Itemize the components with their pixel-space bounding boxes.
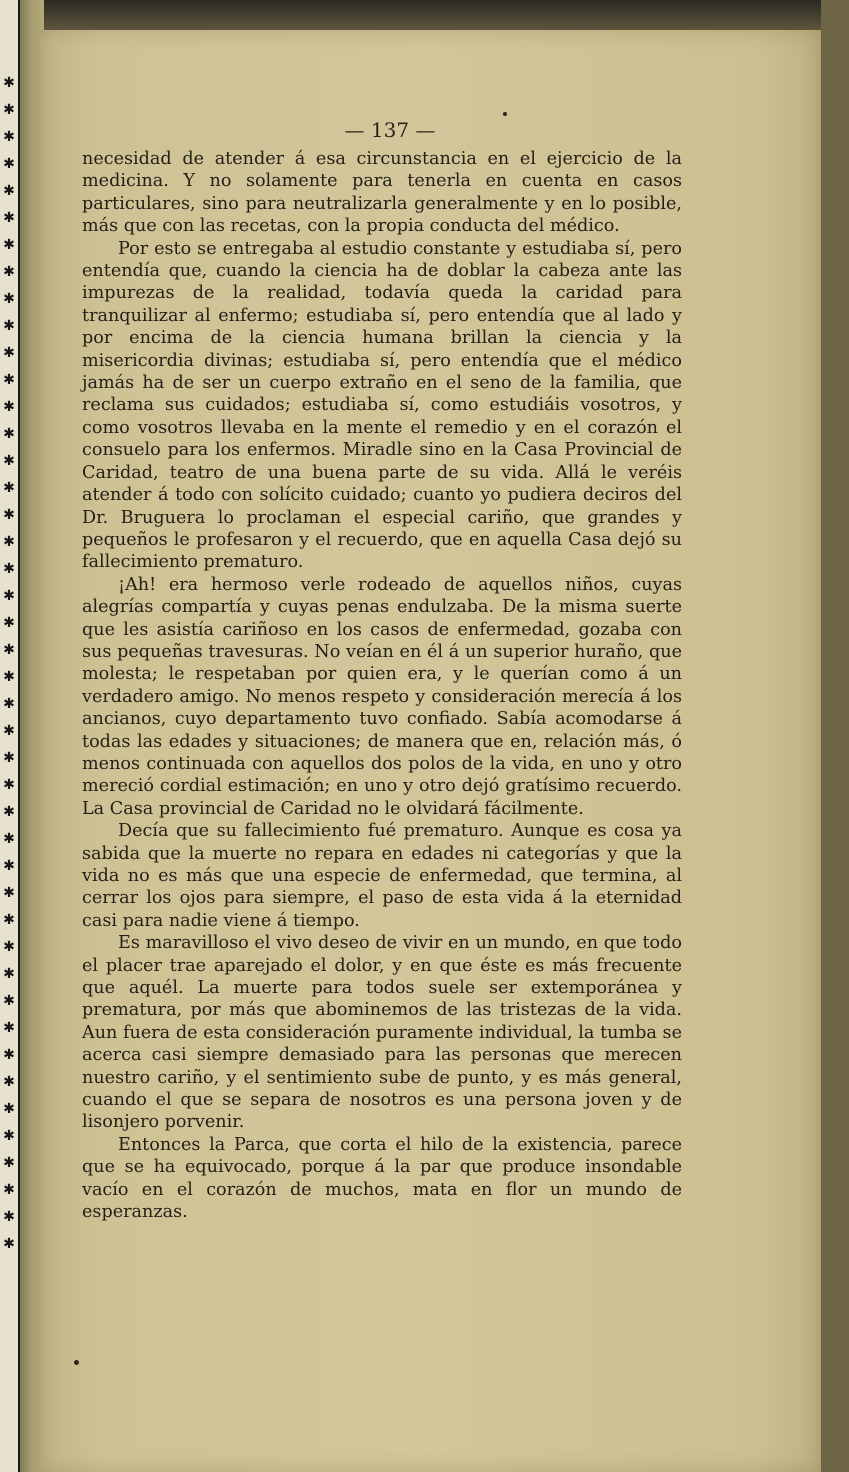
body-text	[82, 148, 682, 1224]
paragraph: ¡Ah! era hermoso verle rodeado de aquellos niños, cuyas alegrías compartía y cuyas penas endulzaba. De la misma suerte que les asistía cariñoso en los casos de enfermedad, gozaba con sus pequeñas travesuras. No veían en él á un superior huraño, que molesta; le respetaban por quien era, y le querían como á un verdadero amigo. No menos respeto y consideración merecía á los ancianos, cuyo departamento tuvo confiado. Sabía acomodarse á todas las edades y situaciones; de manera que en, relación más, ó menos continuada con aquellos dos polos de la vida, en uno y otro mereció cordial estimación; en uno y otro dejó gratísimo recuerdo. La Casa provincial de Caridad no le olvidará fácilmente.	[82, 574, 682, 819]
ink-speck	[503, 112, 507, 116]
top-dark-margin	[20, 0, 849, 30]
paragraph: Por esto se entregaba al estudio constante y estudiaba sí, pero entendía que, cuando la ciencia ha de doblar la cabeza ante las impurezas de la realidad, todavía queda la caridad para tranquilizar al enfermo; estudiaba sí, pero entendía que al lado y por encima de la ciencia humana brillan la ciencia y la misericordia divinas; estudiaba sí, pero entendía que el médico jamás ha de ser un cuerpo extraño en el seno de la familia, que reclama sus cuidados; estudiaba sí, como estudiáis vosotros, y como vosotros llevaba en la mente el remedio y en el corazón el consuelo para los enfermos. Miradle sino en la Casa Provincial de Caridad, teatro de una buena parte de su vida. Allá le veréis atender á todo con solícito cuidado; cuanto yo pudiera deciros del Dr. Bruguera lo proclaman el especial cariño, que grandes y pequeños le profesaron y el recuerdo, que en aquella Casa dejó su fallecimiento prematuro.	[82, 238, 682, 573]
paragraph: Es maravilloso el vivo deseo de vivir en un mundo, en que todo el placer trae aparejado el dolor, y en que éste es más frecuente que aquél. La muerte para todos suele ser extemporánea y prematura, por más que abominemos de las tristezas de la vida. Aun fuera de esta consideración puramente individual, la tumba se acerca casi siempre demasiado para las personas que merecen nuestro cariño, y el sentimiento sube de punto, y es más general, cuando el que se separa de nosotros es una persona joven y de lisonjero porvenir.	[82, 933, 682, 1133]
page-number: — 137 —	[344, 118, 436, 142]
binding-strip	[0, 0, 20, 1472]
binding-ornament: ✱ ✱ ✱ ✱ ✱ ✱ ✱ ✱ ✱ ✱ ✱ ✱ ✱ ✱ ✱ ✱ ✱ ✱ ✱ ✱ ✱ ✱ ✱ ✱ ✱ ✱ ✱ ✱ ✱ ✱ ✱ ✱ ✱ ✱ ✱ ✱ ✱ ✱ ✱ ✱ ✱ ✱ ✱ ✱	[3, 75, 15, 1252]
ink-speck	[74, 1360, 79, 1365]
paragraph: Decía que su fallecimiento fué prematuro. Aunque es cosa ya sabida que la muerte no repara en edades ni categorías y que la vida no es más que una especie de enfermedad, que termina, al cerrar los ojos para siempre, el paso de esta vida á la eternidad casi para nadie viene á tiempo.	[82, 821, 682, 931]
paragraph: necesidad de atender á esa circunstancia en el ejercicio de la medicina. Y no solamente para tenerla en cuenta en casos particulares, sino para neutralizarla generalmente y en lo posible, más que con las recetas, con la propia conducta del médico.	[82, 149, 682, 237]
paragraph: Entonces la Parca, que corta el hilo de la existencia, parece que se ha equivocado, porque á la par que produce insondable vacío en el corazón de muchos, mata en flor un mundo de esperanzas.	[82, 1134, 682, 1223]
right-edge-margin	[821, 0, 849, 1472]
